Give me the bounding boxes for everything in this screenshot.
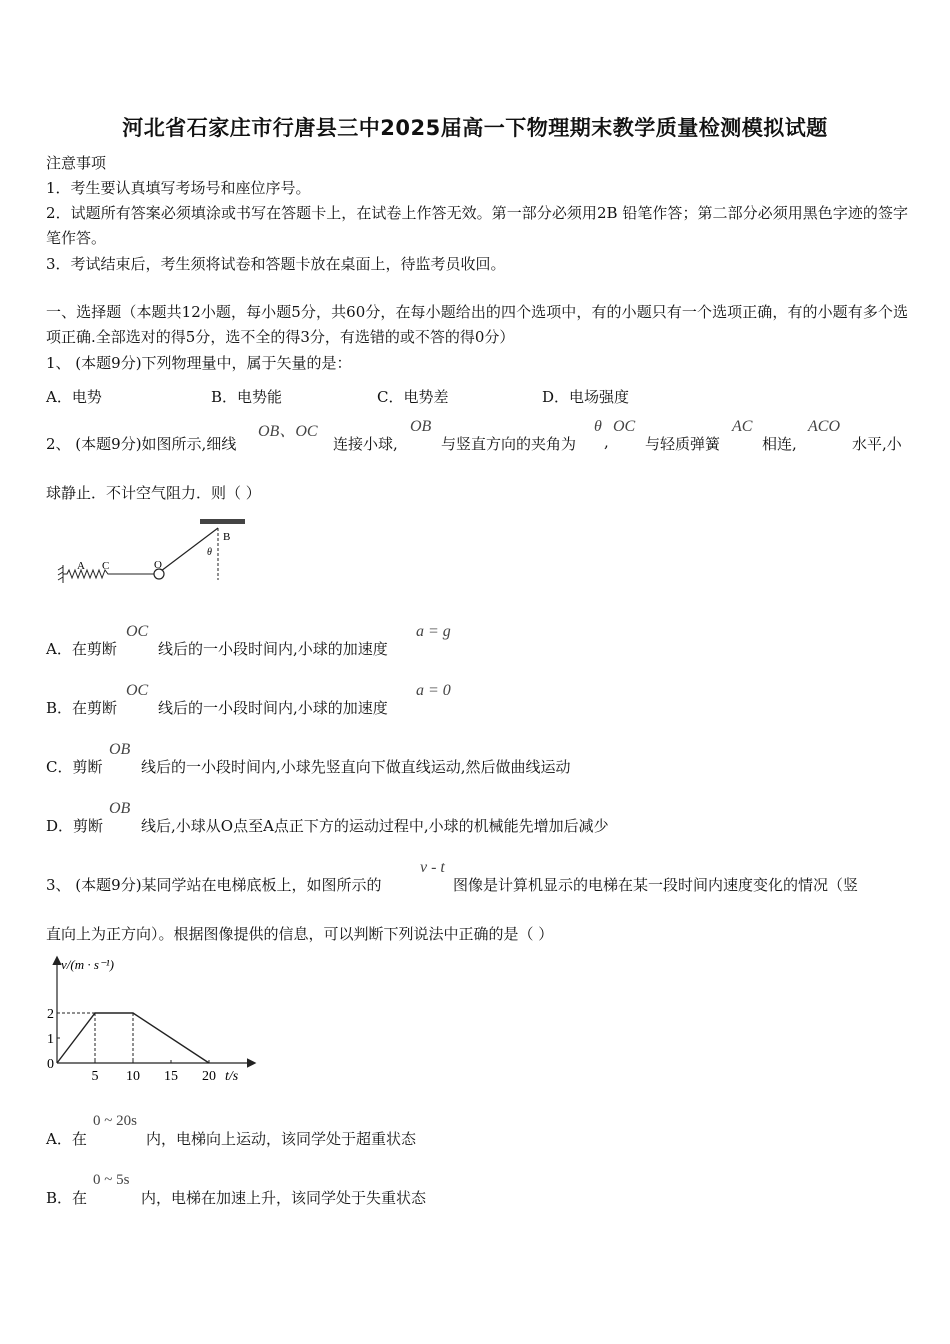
x-tick-label-15: 15: [164, 1069, 178, 1084]
q2-math-theta: θ: [594, 418, 602, 435]
y-tick-label-2: 2: [47, 1007, 54, 1022]
q3-stem-line2: 直向上为正方向）。根据图像提供的信息，可以判断下列说法中正确的是（ ）: [46, 925, 554, 943]
q3-option-a-text: 内，电梯向上运动，该同学处于超重状态: [146, 1130, 417, 1148]
q2-option-b-label: B．在剪断: [46, 699, 118, 717]
q2-math-ob: OB: [410, 418, 432, 435]
q2-option-a-math2: a = g: [416, 623, 451, 640]
q2-figure: [55, 515, 255, 590]
notice-item-1: 1．考生要认真填写考场号和座位序号。: [46, 179, 311, 197]
label-a: A: [77, 560, 85, 572]
q3-option-a-label: A．在: [46, 1130, 87, 1148]
q2-stem-part5: 与轻质弹簧: [645, 435, 721, 453]
q2-option-b-text: 线后的一小段时间内,小球的加速度: [158, 699, 388, 717]
q1-option-b: B．电势能: [211, 388, 283, 406]
q2-stem-part3: 与竖直方向的夹角为: [441, 435, 577, 453]
vt-chart: [40, 950, 260, 1090]
q2-math-aco: ACO: [808, 418, 840, 435]
q2-option-a-math: OC: [126, 623, 149, 640]
q2-math-ob-oc: OB、OC: [258, 423, 318, 440]
q2-option-d-label: D．剪断: [46, 817, 104, 835]
q2-option-a-label: A．在剪断: [46, 640, 117, 658]
q2-math-oc: OC: [613, 418, 636, 435]
q2-math-ac: AC: [732, 418, 753, 435]
y-axis-label: v/(m · s⁻¹): [61, 957, 114, 972]
q3-stem-part2: 图像是计算机显示的电梯在某一段时间内速度变化的情况（竖: [453, 876, 859, 894]
q2-stem-part2: 连接小球,: [333, 435, 398, 453]
q2-option-b-math2: a = 0: [416, 682, 451, 699]
q1-option-d: D．电场强度: [542, 388, 630, 406]
q2-stem-part6: 相连,: [762, 435, 797, 453]
section-heading: 一、选择题（本题共12小题，每小题5分，共60分，在每小题给出的四个选项中，有的小题只有一个选项正确，有的小题有多个选项正确.全部选对的得5分，选不全的得3分，有选错的或不答的得0分）: [46, 303, 908, 346]
q3-math-vt: v - t: [420, 859, 445, 876]
q2-option-b-math: OC: [126, 682, 149, 699]
q2-option-c-math: OB: [109, 741, 131, 758]
x-tick-label-5: 5: [91, 1069, 99, 1084]
question-1-stem: 1、 (本题9分)下列物理量中，属于矢量的是：: [46, 354, 352, 372]
q1-option-a: A．电势: [46, 388, 102, 406]
q3-option-a-math: 0 ~ 20s: [93, 1113, 137, 1129]
q3-option-b-text: 内，电梯在加速上升，该同学处于失重状态: [141, 1189, 427, 1207]
q2-stem-line2: 球静止．不计空气阻力．则（ ）: [46, 484, 261, 502]
q2-option-d-math: OB: [109, 800, 131, 817]
q2-stem-part4: ,: [604, 433, 609, 451]
q3-option-b-math: 0 ~ 5s: [93, 1172, 130, 1188]
label-theta: θ: [207, 547, 212, 558]
x-axis-label: t/s: [225, 1069, 239, 1084]
ceiling: [200, 519, 245, 524]
notice-heading: 注意事项: [46, 154, 107, 172]
notice-item-2: 2．试题所有答案必须填涂或书写在答题卡上，在试卷上作答无效。第一部分必须用2B 铅笔作答；第二部分必须用黑色字迹的签字笔作答。: [46, 204, 908, 247]
wall-left: [58, 565, 63, 583]
q2-option-a-text: 线后的一小段时间内,小球的加速度: [158, 640, 388, 658]
x-tick-label-10: 10: [126, 1069, 140, 1084]
q2-option-c-label: C．剪断: [46, 758, 103, 776]
label-b: B: [223, 531, 231, 543]
q2-option-d-text: 线后,小球从O点至A点正下方的运动过程中,小球的机械能先增加后减少: [141, 817, 609, 835]
y-tick-label-0: 0: [47, 1057, 54, 1072]
label-c: C: [102, 560, 110, 572]
q1-option-c: C．电势差: [377, 388, 449, 406]
x-tick-label-20: 20: [202, 1069, 216, 1084]
y-tick-label-1: 1: [47, 1032, 54, 1047]
q2-stem-part7: 水平,小: [852, 435, 902, 453]
q2-stem-part1: 2、 (本题9分)如图所示,细线: [46, 435, 237, 453]
notice-item-3: 3．考试结束后，考生须将试卷和答题卡放在桌面上，待监考员收回。: [46, 255, 506, 273]
q3-stem-part1: 3、 (本题9分)某同学站在电梯底板上，如图所示的: [46, 876, 382, 894]
q3-option-b-label: B．在: [46, 1189, 88, 1207]
q2-option-c-text: 线后的一小段时间内,小球先竖直向下做直线运动,然后做曲线运动: [141, 758, 571, 776]
label-o: O: [154, 559, 162, 571]
page-title: 河北省石家庄市行唐县三中2025届高一下物理期末教学质量检测模拟试题: [122, 116, 828, 140]
